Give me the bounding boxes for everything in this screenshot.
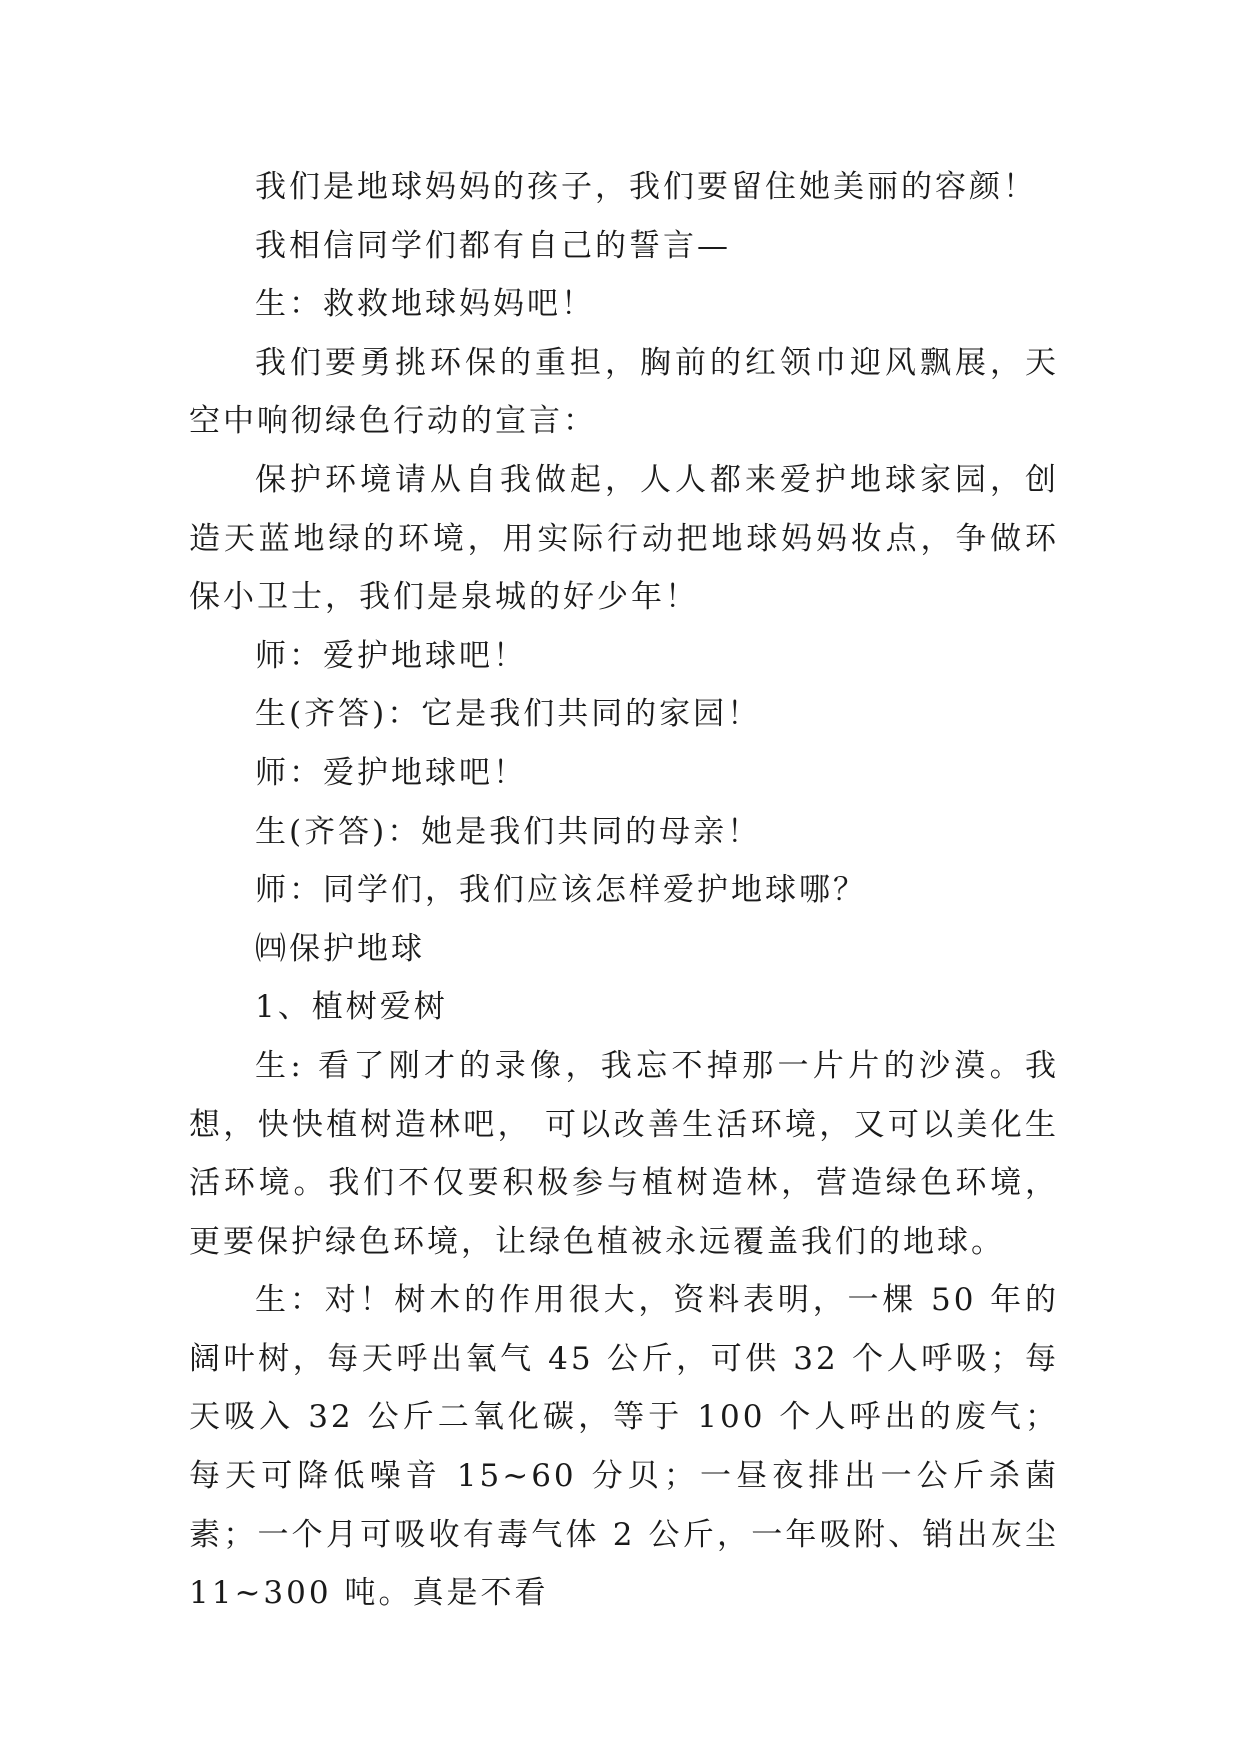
paragraph: 生(齐答)：她是我们共同的母亲！ [255,813,762,850]
subsection-heading: 1、植树爱树 [255,989,448,1026]
paragraph: 师：爱护地球吧！ [255,754,527,791]
paragraph: 我相信同学们都有自己的誓言— [255,227,731,264]
paragraph: 生(齐答)：它是我们共同的家园！ [255,696,762,733]
paragraph: 保护环境请从自我做起，人人都来爱护地球家园，创造天蓝地绿的环境，用实际行动把地球妈妈妆点，争做环保小卫士，我们是泉城的好少年！ [189,461,1059,616]
paragraph: 我们是地球妈妈的孩子，我们要留住她美丽的容颜！ [255,169,1037,205]
paragraph: 生：救救地球妈妈吧！ [255,286,595,323]
paragraph: 师：爱护地球吧！ [255,637,527,674]
document-body [189,158,1059,1623]
paragraph: 生: 看了刚才的录像，我忘不掉那一片片的沙漠。我想，快快植树造林吧， 可以改善生活环境，又可以美化生活环境。我们不仅要积极参与植树造林，营造绿色环境，更要保护绿色环境，让绿色植被永远覆盖我们的地球。 [189,1047,1059,1260]
paragraph: 生：对！树木的作用很大，资料表明，一棵 50 年的阔叶树，每天呼出氧气 45 公斤，可供 32 个人呼吸；每天吸入 32 公斤二氧化碳，等于 100 个人呼出的废气；每天可降低噪音 15~60 分贝；一昼夜排出一公斤杀菌素；一个月可吸收有毒气体 2 公斤，一年吸附、销出灰尘 11~300 吨。真是不看 [189,1282,1059,1612]
paragraph: 我们要勇挑环保的重担，胸前的红领巾迎风飘展，天空中响彻绿色行动的宣言： [189,344,1059,440]
section-heading: ㈣保护地球 [255,930,425,967]
paragraph: 师：同学们，我们应该怎样爱护地球哪？ [255,872,867,909]
